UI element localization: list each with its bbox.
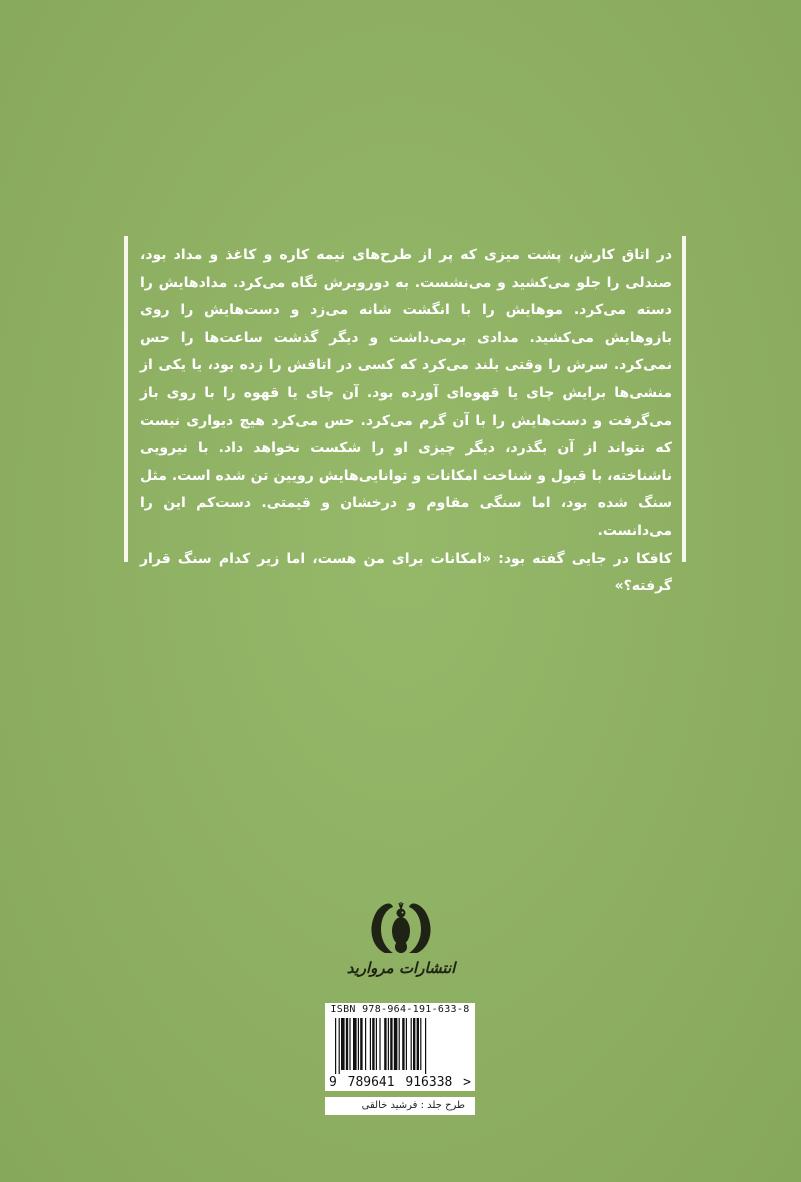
barcode-bar (353, 1018, 357, 1070)
barcode-bar (406, 1018, 407, 1070)
publisher-name: انتشارات مروارید (346, 959, 456, 977)
cover-designer-credit: طرح جلد : فرشید خالقی (325, 1097, 475, 1115)
barcode-bar (413, 1018, 415, 1070)
barcode-bar (339, 1018, 340, 1074)
right-rule (682, 236, 686, 562)
blurb-text (140, 242, 672, 601)
barcode-bar (346, 1018, 348, 1070)
barcode-bar (360, 1018, 362, 1070)
barcode-digit-group: 916338 (405, 1075, 453, 1090)
barcode-bar (417, 1018, 419, 1070)
left-rule (124, 236, 128, 562)
publisher-logo (345, 897, 457, 987)
barcode-bar (349, 1018, 350, 1070)
barcode-bar (388, 1018, 389, 1070)
isbn-barcode (325, 1003, 475, 1091)
barcode-bar (411, 1018, 412, 1070)
barcode-bar (358, 1018, 359, 1070)
barcode-digits (329, 1075, 471, 1090)
barcode-bar (420, 1018, 421, 1070)
back-cover-blurb (124, 236, 686, 595)
barcode-bar (402, 1018, 404, 1070)
barcode-digit-group: 789641 (347, 1075, 395, 1090)
barcode-bars (333, 1018, 467, 1074)
barcode-bar (394, 1018, 398, 1070)
barcode-arrow: > (463, 1075, 471, 1090)
barcode-bar (390, 1018, 392, 1070)
barcode-bar (376, 1018, 377, 1070)
blurb-paragraph: در اتاق کارش، پشت میزی که پر از طرح‌های نیمه کاره و کاغذ و مداد بود، صندلی را جلو می‌کشید و می‌نشست. به دوروبرش نگاه می‌کرد. مدادهایش را دسته می‌کرد. موهایش را با انگشت شانه می‌زد و دست‌هایش را روی بازوهایش می‌کشید. مدادی برمی‌داشت و دیگر گذشت ساعت‌ها را حس نمی‌کرد. سرش را وقتی بلند می‌کرد که کسی در اتاقش را زده بود، یا یکی از منشی‌ها برایش چای یا قهوه‌ای آورده بود. آن چای یا قهوه را با روی باز می‌گرفت و دست‌هایش را با آن گرم می‌کرد. حس می‌کرد هیچ دیواری نیست که نتواند از آن بگذرد، دیگر چیزی او را شکست نخواهد داد. با نیرویی ناشناخته، با قبول و شناخت امکانات و توانایی‌هایش رویین تن شده است. مثل سنگ شده بود، اما سنگی مقاوم و درخشان و قیمتی. دست‌کم این را می‌دانست. (140, 247, 672, 539)
barcode-bar (335, 1018, 336, 1074)
barcode-bar (372, 1018, 374, 1070)
barcode-bar (399, 1018, 400, 1070)
barcode-bar (341, 1018, 345, 1070)
barcode-bar (379, 1018, 380, 1070)
kafka-quote: کافکا در جایی گفته بود: «امکانات برای من هست، اما زیر کدام سنگ قرار گرفته؟» (140, 550, 672, 595)
barcode-bar (384, 1018, 386, 1070)
peacock-emblem-icon (363, 897, 439, 957)
barcode-bar (370, 1018, 371, 1070)
barcode-bar (365, 1018, 366, 1070)
barcode-digit-group: 9 (329, 1075, 337, 1090)
isbn-label: ISBN 978-964-191-633-8 (330, 1004, 470, 1015)
barcode-bar (425, 1018, 426, 1074)
